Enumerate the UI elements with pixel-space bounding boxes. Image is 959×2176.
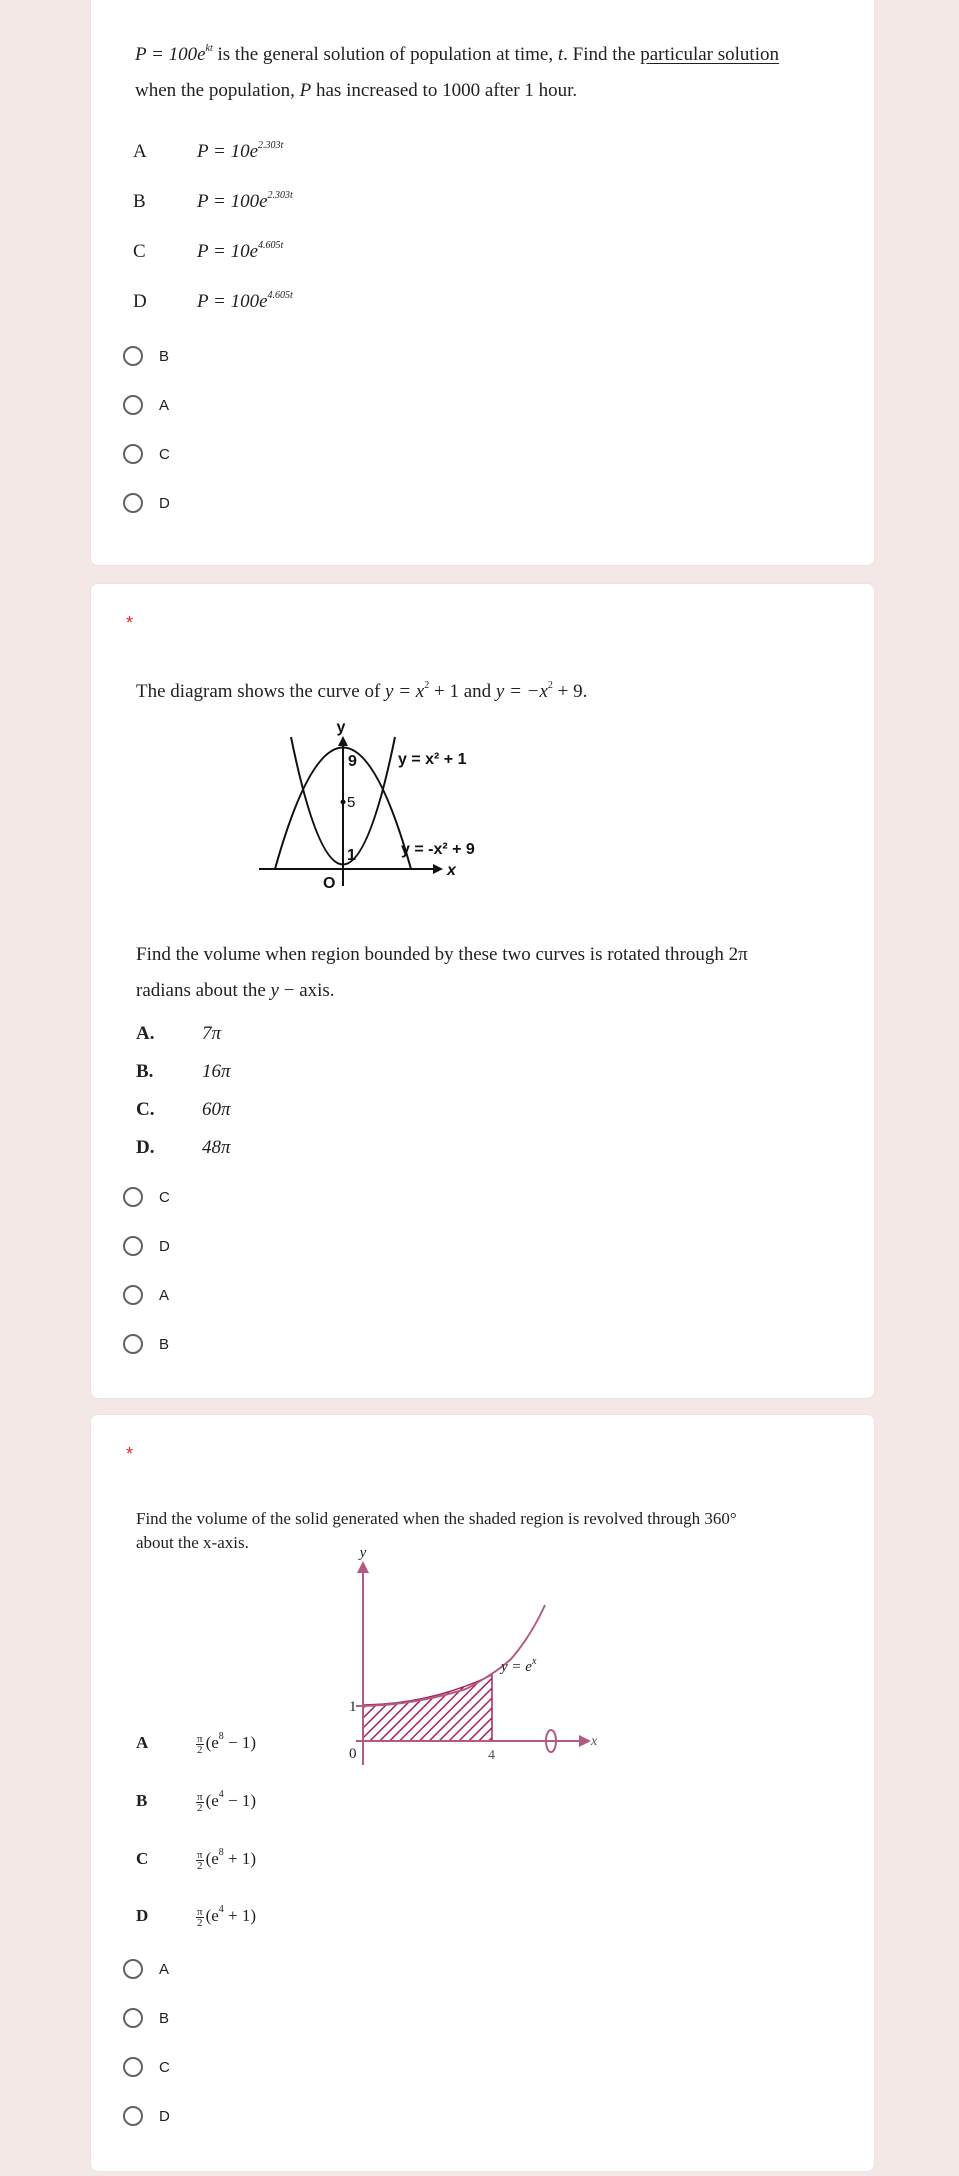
curve-label-2: y = -x² + 9 <box>401 841 475 858</box>
option-tail: + 1) <box>223 1906 257 1925</box>
radio-choice-d[interactable] <box>121 1230 421 1262</box>
text: is the general solution of population at time, <box>212 44 558 65</box>
text: when the population, <box>135 80 300 101</box>
question-2-text <box>136 937 844 1009</box>
radio-button[interactable] <box>123 1285 143 1305</box>
question-2-intro <box>136 674 844 710</box>
question-card-3 <box>90 1414 875 2172</box>
option-tail: − 1) <box>223 1791 257 1810</box>
value-label-4: 4 <box>488 1748 495 1763</box>
option-label: A. <box>136 1023 155 1044</box>
question-1-text <box>135 37 844 109</box>
radio-button[interactable] <box>123 1236 143 1256</box>
equation: + 9 <box>552 681 583 702</box>
option-equation: P = 10e <box>197 241 259 262</box>
option-d <box>133 287 293 317</box>
radio-button[interactable] <box>123 1187 143 1207</box>
radio-button[interactable] <box>123 346 143 366</box>
option-exponent: 2.303t <box>258 140 284 151</box>
option-exponent: 8 <box>218 1847 224 1858</box>
option-value: 16π <box>202 1061 231 1082</box>
text: radians about the <box>136 980 271 1001</box>
radio-label: C <box>159 2058 170 2076</box>
radio-label: B <box>159 1335 170 1353</box>
radio-button[interactable] <box>123 1959 143 1979</box>
y-axis-label: y <box>336 719 346 736</box>
text: − axis. <box>278 980 335 1001</box>
option-label: C. <box>136 1099 155 1120</box>
option-label: C <box>136 1849 149 1868</box>
fraction-pi-over-2: $\frac{\pi}{2}$ <box>197 1732 203 1756</box>
x-axis-arrow <box>579 1735 591 1747</box>
option-value: 7π <box>202 1023 222 1044</box>
y-axis-arrow <box>338 736 348 746</box>
radio-choice-a[interactable] <box>121 389 421 421</box>
option-label: D. <box>136 1137 155 1158</box>
option-body: (e <box>205 1849 219 1868</box>
option-exponent: 4.605t <box>267 290 293 301</box>
exponential-figure <box>351 1541 601 1791</box>
text: . Find the <box>563 44 641 65</box>
option-a <box>136 1019 221 1049</box>
text: . <box>582 681 588 702</box>
equation: P = 100e <box>135 44 206 65</box>
fraction-pi-over-2: $\frac{\pi}{2}$ <box>197 1905 203 1929</box>
option-c <box>136 1095 231 1125</box>
fraction-pi-over-2: $\frac{\pi}{2}$ <box>197 1848 203 1872</box>
radio-button[interactable] <box>123 2106 143 2126</box>
radio-label: D <box>159 494 170 512</box>
exponent: kt <box>205 43 213 54</box>
option-value: 48π <box>202 1137 231 1158</box>
radio-label: C <box>159 1188 170 1206</box>
var-t: t <box>557 44 564 65</box>
equation: + 1 <box>429 681 459 702</box>
radio-choice-d[interactable] <box>121 487 421 519</box>
question-card-1 <box>90 0 875 566</box>
fraction-pi-over-2: $\frac{\pi}{2}$ <box>197 1790 203 1814</box>
value-label-1: 1 <box>349 1699 357 1715</box>
value-label-5: 5 <box>347 794 356 811</box>
radio-label: B <box>159 2009 170 2027</box>
option-a <box>133 137 283 167</box>
radio-button[interactable] <box>123 1334 143 1354</box>
option-label: A <box>136 1733 149 1752</box>
radio-button[interactable] <box>123 2057 143 2077</box>
radio-choice-c[interactable] <box>121 1181 421 1213</box>
value-label-1: 1 <box>347 847 356 864</box>
x-axis-label: x <box>591 1734 598 1749</box>
var-p: P <box>299 80 312 101</box>
option-equation: P = 100e <box>197 291 268 312</box>
radio-choice-b[interactable] <box>121 340 421 372</box>
exponent: 2 <box>547 680 553 691</box>
option-equation: P = 10e <box>197 141 259 162</box>
option-d <box>136 1901 256 1931</box>
option-b <box>136 1057 231 1087</box>
curve-label: $y = e^x$ <box>501 1656 537 1675</box>
origin-label: O <box>323 875 336 892</box>
equation: y = −x <box>495 681 548 702</box>
curve-label-1: y = x² + 1 <box>398 751 467 768</box>
y-axis-label: y <box>359 1545 367 1561</box>
radio-choice-c[interactable] <box>121 438 421 470</box>
option-equation: P = 100e <box>197 191 268 212</box>
option-label: D <box>136 1906 149 1925</box>
option-exponent: 2.303t <box>267 190 293 201</box>
option-exponent: 4 <box>218 1789 224 1800</box>
radio-choice-c[interactable] <box>121 2051 421 2083</box>
option-label: B. <box>136 1061 154 1082</box>
option-tail: − 1) <box>223 1733 257 1752</box>
radio-choice-b[interactable] <box>121 1328 421 1360</box>
option-exponent: 4.605t <box>258 240 284 251</box>
option-c <box>136 1844 256 1874</box>
option-label: B <box>136 1791 148 1810</box>
equation: y = x <box>385 681 425 702</box>
option-tail: + 1) <box>223 1849 257 1868</box>
option-exponent: 8 <box>218 1731 224 1742</box>
radio-button[interactable] <box>123 2008 143 2028</box>
x-axis-label: x <box>447 862 456 879</box>
radio-choice-d[interactable] <box>121 2100 421 2132</box>
text: and <box>458 681 496 702</box>
radio-choice-b[interactable] <box>121 2002 421 2034</box>
radio-label: B <box>159 347 170 365</box>
exponent: 2 <box>424 680 430 691</box>
text: Find the volume when region bounded by these two curves is rotated through 2π <box>136 944 748 965</box>
radio-button[interactable] <box>123 395 143 415</box>
text: The diagram shows the curve of <box>136 681 386 702</box>
var-y: y <box>270 980 279 1001</box>
option-exponent: 4 <box>218 1904 224 1915</box>
intersection-point <box>341 800 346 805</box>
option-a <box>136 1728 256 1758</box>
radio-choice-a[interactable] <box>121 1279 421 1311</box>
radio-label: A <box>159 396 170 414</box>
option-b <box>136 1786 256 1816</box>
question-card-2 <box>90 583 875 1399</box>
underlined-text: particular solution <box>640 44 779 65</box>
option-body: (e <box>205 1733 219 1752</box>
required-asterisk: * <box>126 1444 134 1464</box>
parabolas-figure <box>251 714 511 892</box>
x-axis-arrow <box>433 864 443 874</box>
required-asterisk: * <box>126 613 134 633</box>
option-b <box>133 187 293 217</box>
radio-label: A <box>159 1960 170 1978</box>
option-c <box>133 237 283 267</box>
option-value: 60π <box>202 1099 231 1120</box>
option-label: A <box>133 141 147 162</box>
radio-label: D <box>159 1237 170 1255</box>
radio-button[interactable] <box>123 444 143 464</box>
option-body: (e <box>205 1791 219 1810</box>
y-axis-arrow <box>357 1561 369 1573</box>
radio-label: A <box>159 1286 170 1304</box>
option-d <box>136 1133 231 1163</box>
radio-label: D <box>159 2107 170 2125</box>
radio-label: C <box>159 445 170 463</box>
option-label: C <box>133 241 146 262</box>
radio-choice-a[interactable] <box>121 1953 421 1985</box>
option-label: B <box>133 191 146 212</box>
option-body: (e <box>205 1906 219 1925</box>
origin-label: 0 <box>349 1746 357 1762</box>
option-label: D <box>133 291 147 312</box>
text: Find the volume of the solid generated when the shaded region is revolved through 360° <box>136 1509 737 1528</box>
value-label-9: 9 <box>348 753 357 770</box>
radio-button[interactable] <box>123 493 143 513</box>
text: has increased to 1000 after 1 hour. <box>311 80 578 101</box>
text: about the x-axis. <box>136 1533 249 1552</box>
